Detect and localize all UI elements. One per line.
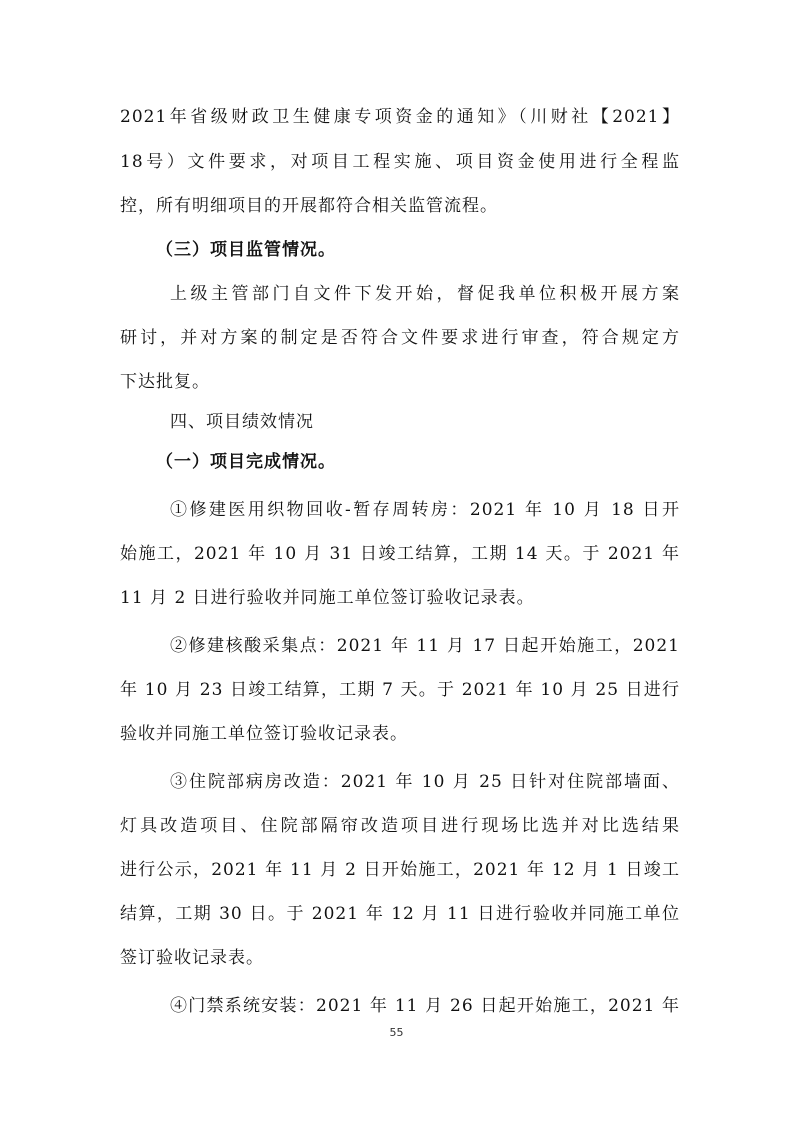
page-number: 55 [389,1026,404,1039]
paragraph-line: ①修建医用织物回收-暂存周转房：2021 年 10 月 18 日开 [170,500,680,520]
paragraph-line: ④门禁系统安装：2021 年 11 月 26 日起开始施工，2021 年 [170,996,680,1016]
paragraph-line: 控，所有明细项目的开展都符合相关监管流程。 [120,196,498,216]
paragraph-line: 进行公示，2021 年 11 月 2 日开始施工，2021 年 12 月 1 日竣工 [120,860,680,880]
paragraph-line: 结算，工期 30 日。于 2021 年 12 月 11 日进行验收并同施工单位 [120,904,680,924]
paragraph-line: 灯具改造项目、住院部隔帘改造项目进行现场比选并对比选结果 [120,816,680,836]
paragraph-line: 上级主管部门自文件下发开始，督促我单位积极开展方案 [170,284,680,304]
paragraph-line: 始施工，2021 年 10 月 31 日竣工结算，工期 14 天。于 2021 年 [120,544,680,564]
paragraph-line: 签订验收记录表。 [120,948,264,968]
paragraph-line: ③住院部病房改造：2021 年 10 月 25 日针对住院部墙面、 [170,772,680,792]
paragraph-line: ②修建核酸采集点：2021 年 11 月 17 日起开始施工，2021 [170,636,680,656]
section-heading: （三）项目监管情况。 [156,240,336,260]
paragraph-line: 验收并同施工单位签订验收记录表。 [120,724,408,744]
paragraph-line: 11 月 2 日进行验收并同施工单位签订验收记录表。 [120,588,535,608]
paragraph-line: 18号）文件要求，对项目工程实施、项目资金使用进行全程监 [120,152,680,172]
paragraph-line: 年 10 月 23 日竣工结算，工期 7 天。于 2021 年 10 月 25 日进行 [120,680,680,700]
paragraph-line: 研讨，并对方案的制定是否符合文件要求进行审查，符合规定方 [120,328,680,348]
paragraph-line: 2021年省级财政卫生健康专项资金的通知》（川财社【2021】 [120,107,680,127]
section-heading: （一）项目完成情况。 [156,452,336,472]
chapter-heading: 四、项目绩效情况 [170,412,314,432]
paragraph-line: 下达批复。 [120,372,210,392]
